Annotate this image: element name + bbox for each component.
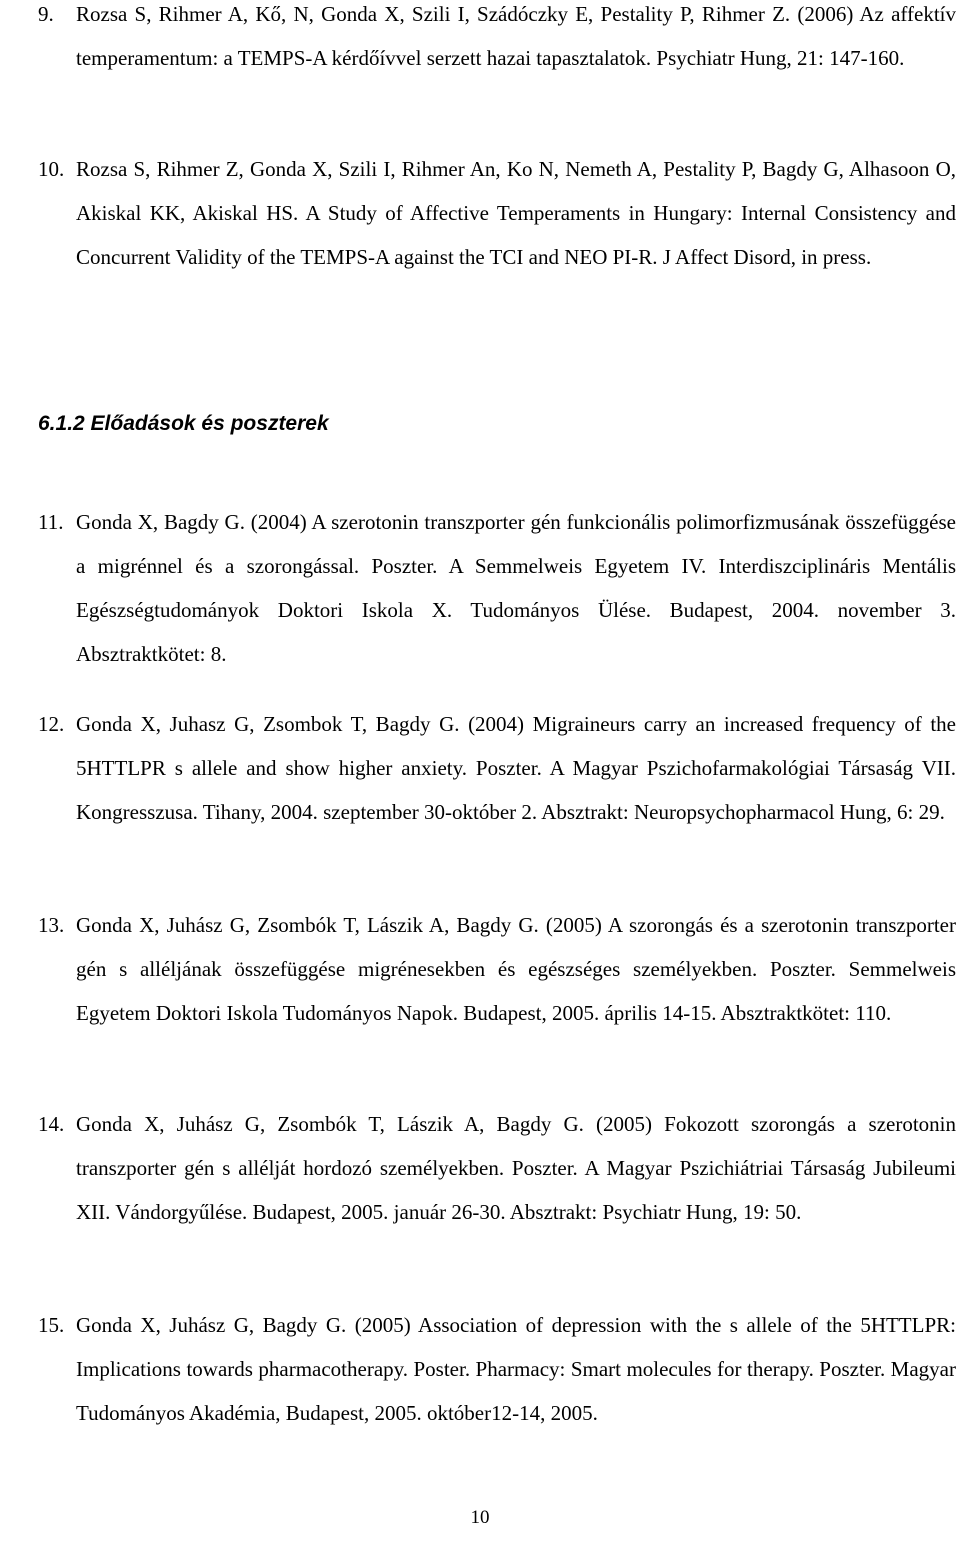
reference-text: Rozsa S, Rihmer A, Kő, N, Gonda X, Szili I, Szádóczky E, Pestality P, Rihmer Z. (2006) Az affektív temperamentum: a TEMPS-A kérdőívvel serzett hazai tapasztalatok. Psychiatr Hung, 21: 147-160. [76,2,956,70]
presentation-number: 14. [38,1112,65,1136]
presentation-number: 15. [38,1313,65,1337]
section-heading: 6.1.2 Előadások és poszterek [38,412,329,435]
presentation-text: Gonda X, Juhász G, Zsombók T, Lászik A, Bagdy G. (2005) A szorongás és a szerotonin transzporter gén s alléljának összefüggése migrénesekben és egészséges személyekben. Poszter. Semmelweis Egyetem Doktori Iskola Tudományos Napok. Budapest, 2005. április 14-15. Absztraktkötet: 110. [76,913,956,1025]
presentation-text: Gonda X, Juhász G, Bagdy G. (2005) Association of depression with the s allele of the 5HTTLPR: Implications towards pharmacotherapy. Poster. Pharmacy: Smart molecules for therapy. Poszter. Magyar Tudományos Akadémia, Budapest, 2005. október12-14, 2005. [76,1313,956,1425]
presentation-number: 13. [38,913,65,937]
presentation-number: 11. [38,510,64,534]
presentation-text: Gonda X, Bagdy G. (2004) A szerotonin transzporter gén funkcionális polimorfizmusának összefüggése a migrénnel és a szorongással. Poszter. A Semmelweis Egyetem IV. Interdiszciplináris Mentális Egészségtudományok Doktori Iskola X. Tudományos Ülése. Budapest, 2004. november 3. Absztraktkötet: 8. [76,510,956,666]
presentation-text: Gonda X, Juhasz G, Zsombok T, Bagdy G. (2004) Migraineurs carry an increased frequency of the 5HTTLPR s allele and show higher anxiety. Poszter. A Magyar Pszichofarmakológiai Társaság VII. Kongresszusa. Tihany, 2004. szeptember 30-október 2. Absztrakt: Neuropsychopharmacol Hung, 6: 29. [76,712,956,824]
reference-number: 9. [38,2,54,26]
presentation-number: 12. [38,712,65,736]
page-number: 10 [470,1507,490,1528]
presentation-text: Gonda X, Juhász G, Zsombók T, Lászik A, Bagdy G. (2005) Fokozott szorongás a szerotonin transzporter gén s allélját hordozó személyekben. Poszter. A Magyar Pszichiátriai Társaság Jubileumi XII. Vándorgyűlése. Budapest, 2005. január 26-30. Absztrakt: Psychiatr Hung, 19: 50. [76,1112,956,1224]
reference-text: Rozsa S, Rihmer Z, Gonda X, Szili I, Rihmer An, Ko N, Nemeth A, Pestality P, Bagdy G, Alhasoon O, Akiskal KK, Akiskal HS. A Study of Affective Temperaments in Hungary: Internal Consistency and Concurrent Validity of the TEMPS-A against the TCI and NEO PI-R. J Affect Disord, in press. [76,157,956,269]
reference-number: 10. [38,157,65,181]
